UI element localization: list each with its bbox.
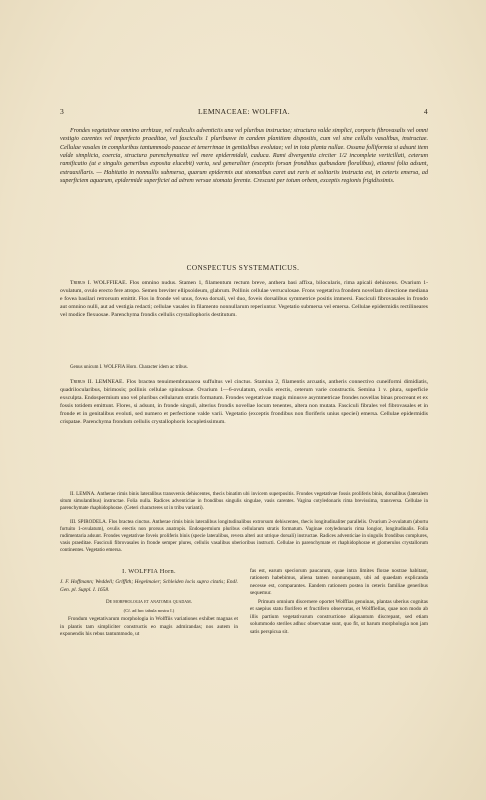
tribe-2-label: Tribus II. (70, 379, 93, 385)
page-number-right: 4 (423, 107, 428, 116)
tribe-1-paragraph (60, 280, 428, 320)
genus-lemna-block (60, 491, 428, 512)
intro-paragraph: Frondes vegetativae omnino arrhizae, vel radiculis adventiciis una vel pluribus instructae; structura valde simplici, corporis fibrovasalis vel omni vestigio carentes vel imperfecto praeditae, vel fasciculis 1 pluribusve in candem planitiem dispositis, cum vel sine cellulis vasalibus, instructae. Cellulae vasales in compluribus tantummodo paucae et tenerrimae in genitalibus evolutae; vel in tota planta nullae. Ossana folliformia si adsunt item valde simplicia, coercia, structura parenchymatica vel mere epidermidali, caduca. Rami divergentia circiter 1/2 incomplete verticillati, ceterum ramificatio (ut e singulis generibus exposita elucebit) varia, sed generaliter (exceptis forsan frondibus quibusdam floralibus), etiamsi folia adsunt, extraaxillaris. — Habitatio in nonnullis submersa, quarum epidermis aut stomatibus caret aut raris et solitariis instructa est, in ceteris emersa, ad superficiem aquarum, epidermide superficiei ad aërem versae stomata ferente. Crescunt per totum orbem, exceptis regionis frigidissimis. (60, 128, 428, 185)
tribe-2-block (60, 379, 428, 427)
genus-note: Genus unicum I. WOLFFIA Horn. Character idem ac tribus. (70, 365, 188, 370)
section-heading-conspectus: CONSPECTUS SYSTEMATICUS. (186, 264, 300, 272)
morphology-heading: De morphologia et anatomia quadam. (105, 600, 192, 606)
tribe-1-label: Tribus I. (70, 280, 92, 286)
tribe-1-text: Flos omnino nudus. Stamen 1, filamentum rectum breve, anthera basi affixa, bilocularis, rima apicali dehiscens. Ovarium 1-ovulatum, ovulo erecto fere atropo. Semen breviter ellipsoideum, glabrum. Pollinis cellulae verruculosae. Frons vegetativa frondem novellam directione mediana e fovea basilari retrorsum emittit. Flos in fronde vel unus, fovea dorsali, vel duo, foveis dorsalibus symmetrice positis immersi. Fasciculi fibrovasales in frondo aut omnino nulli, aut ad vestigia redacti; cellulae vasales in filamento nonnullarum reperiuntur. Vegetatio submersa vel emersa. Cellulae epidermidis rectilineares vel modice flexuosae. Parenchyma frondis cellulis crystallophoris destitutum. (60, 280, 428, 318)
genus-spirodela-text: III. SPIRODELA. Flos bractea cinctus. Antherae rimis binis lateralibus longitudinalibus extrorsum dehiscentes, thecis longitudinaliter parallelis. Ovarium 2-ovulatum (abortu fortuito 1-ovulatum), ovulis erectis non prorsus anatropis. Endospermium pluribus cellularum stratis formatum. Vaginae cotyledonaris rima longior, longitudinalis. Folia rudimentaria adsunt. Frondes vegetativae foveis proliferis binis (specie lateralibus, revera alteri aut utrique dorsali) instructae. Radices adventiciae in singulis frondibus complures, vasis praeditae. Fasciculi fibrovasales in fronde semper plures, cellulis vasalibus uberioribus instructi. Cellulae in parenchymate et rhaphidophorae et glomerulos crystallorum continentes. Vegetatio emersa. (60, 519, 428, 554)
tribe-2-text: Flos bractea tenuimembranacea suffultus vel cinctus. Stamina 2, filamentis arcuatis, antheris connectivo cuneiformi dimidiatis, quadrilocularibus, birimosis; pollinis cellulae spinulosae. Ovarium 1—6-ovulatum, ovulis erectis, ceterum varie constructis. Semina 1 v. plura, superficie exsculpta. Endospermium uno vel pluribus cellularum stratis formatum. Frondes vegetativae magis minusve asymmetricae frondes novellas binas procreant et ex fossis totidem emittunt. Flores, si adsunt, in fronde singuli, alterius frondis novellae locum tenentes, altera non mutata. Fasciculi fibrales vel fibrovasales et in fronde et in genitalibus evoluti, sed numero et perfectione valde varii. Vegetatio (exceptis frondibus non floriferis unius speciei) emersa. Cellulae epidermidis crispatae. Parenchyma frondum cellulis crystallophoris locupletissimum. (60, 379, 429, 425)
plate-reference: (Cf. ad hoc tabula nostra I.) (123, 607, 175, 613)
tribe-2-paragraph (60, 379, 428, 427)
tribe-1-block (60, 280, 428, 320)
tribe-2-name: LEMNEAE. (95, 379, 124, 385)
genus-lemna-text: II. LEMNA. Antherae rimis binis lateralibus transversis dehiscentes, thecis binatim ubi invicem superpositis. Frondes vegetativae fossis proliferis binis, dorsalibus (lateralem situm simulantibus) instructae. Folia nulla. Radices adventiciae in frondibus singulis singulae, vasis carentes. Vagina cotyledonaris rima brevissima, transversa. Cellulae in parenchymate rhaphidophorae. (Ceteri characteres ut in tribu varianti). (60, 491, 428, 512)
genus-wolffia-heading: I. WOLFFIA Horn. (122, 568, 176, 575)
page-number-left: 3 (60, 107, 65, 116)
right-column (250, 568, 428, 636)
tribe-1-name: WOLFFIEAE. (93, 280, 128, 286)
genus-spirodela-block (60, 519, 428, 554)
right-column-text-1: fas est, earum speciorum paucarum, quae intra limites florae nostrae habitant, rationem habebimus, aliena tamen nonnunquam, ubi ad quaedam explicanda necesse est, comparantes. Eandem rationem postea in ceteris familiae generibus sequemur. (250, 568, 428, 597)
intro-paragraph-block (60, 127, 428, 185)
synonymy-text: J. F. Hoffmann; Weddell; Griffith; Hegelmaier; Schleiden locis supra citatis; Endl. Gen. pl. Suppl. I. 1658. (60, 579, 238, 593)
left-column (60, 568, 238, 639)
right-column-text-2: Primum omnium discernere oportet Wolffias genuinas, plantas uberius cognitas et saepius statu florifero et fructifero observatas, et Wolffiellas, quae non modo ab illis partium vegetativarum constructione aliquantum discrepant, sed etiam solummodo steriles adhuc observatae sunt, quo fit, ut harum morphologia non jam satis perspicua sit. (250, 598, 428, 635)
running-title: LEMNACEAE: WOLFFIA. (197, 107, 291, 116)
synonymy-block (60, 579, 238, 594)
left-column-text: Frondum vegetativarum morphologia in Wolffiis variationes exhibet magnas et in plantis tam simpliciter constructis eo magis admirandas; nos autem in exponendis his rebus tantummodo, ut (60, 616, 238, 638)
